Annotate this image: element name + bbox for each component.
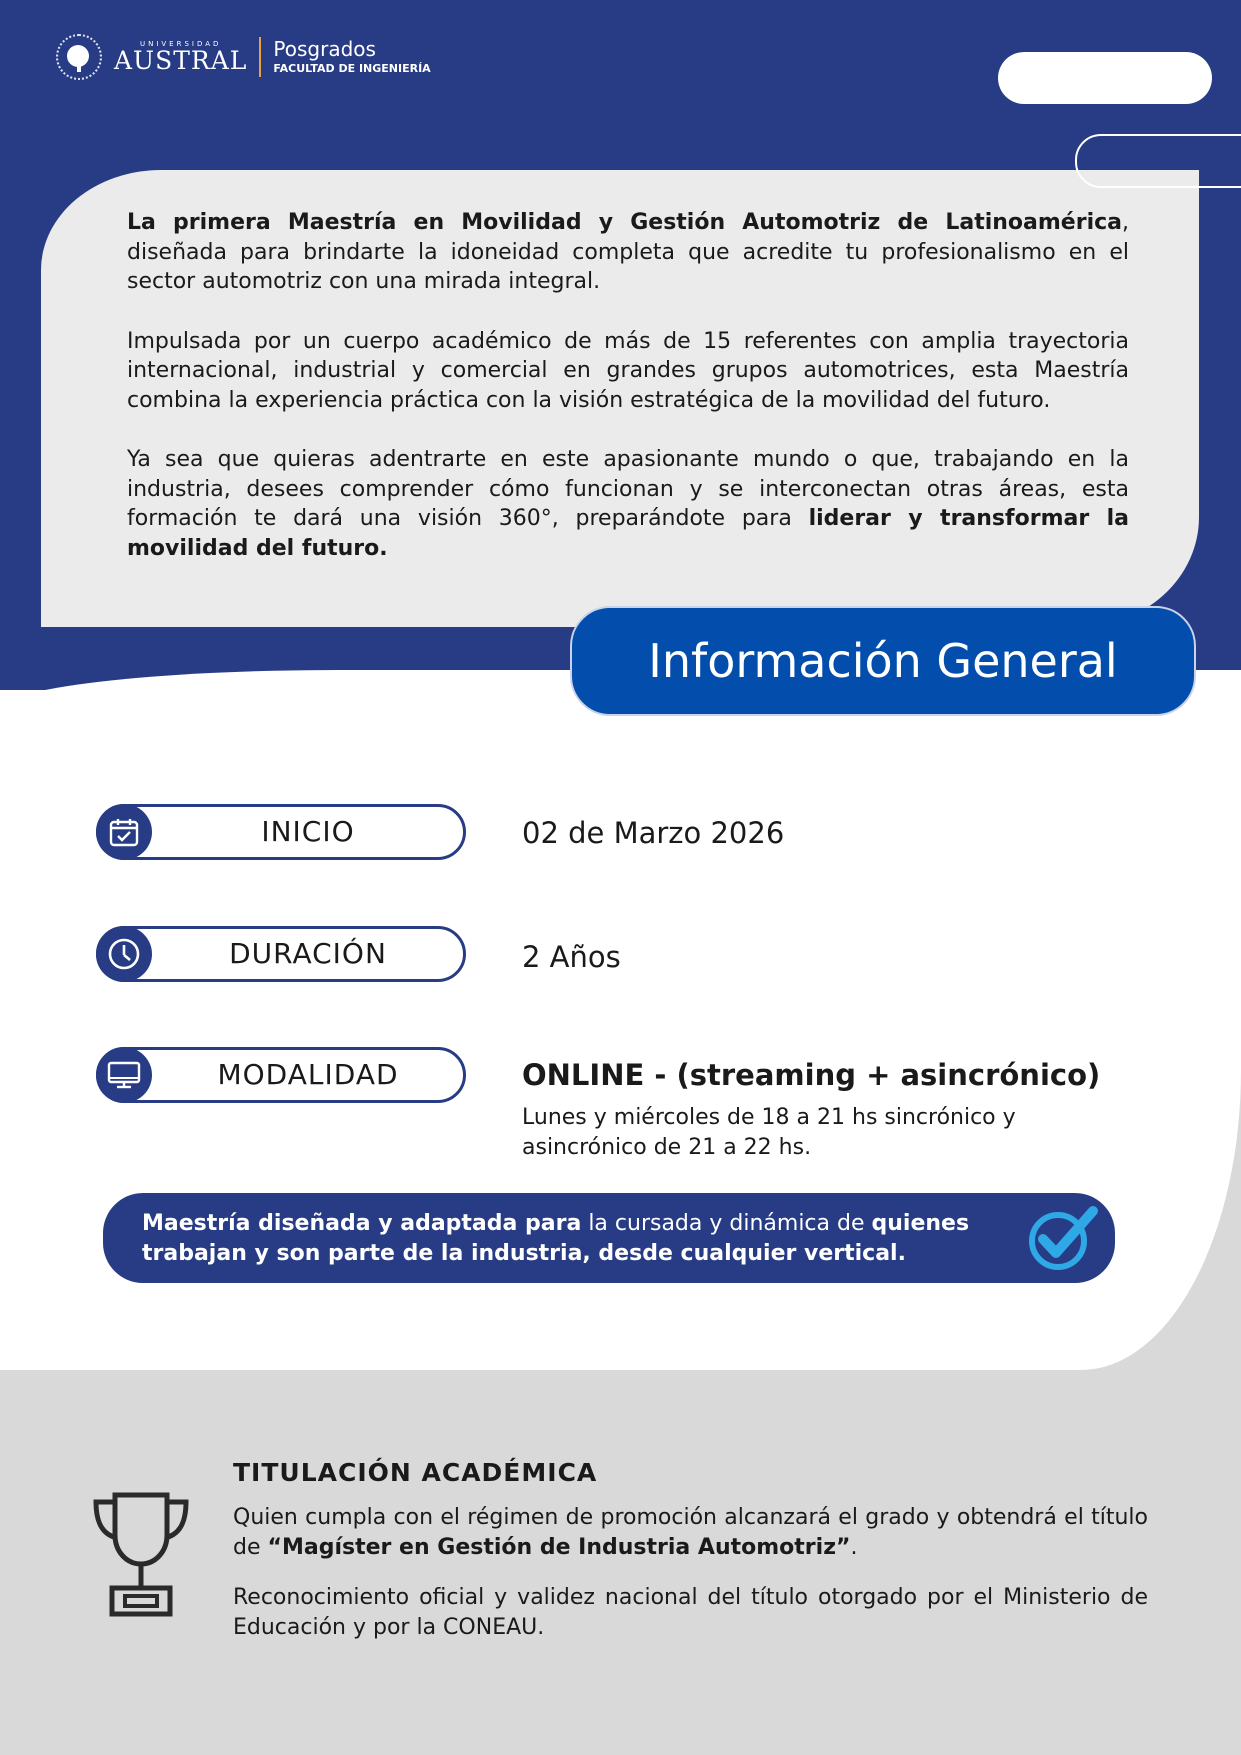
intro-text	[127, 208, 1129, 593]
intro-p1-bold: La primera Maestría en Movilidad y Gestión Automotriz de Latinoamérica	[127, 210, 1122, 235]
decorative-pill-outline	[1075, 134, 1241, 188]
modalidad-pill	[96, 1047, 466, 1103]
titulacion-degree-name: “Magíster en Gestión de Industria Automotriz”	[267, 1535, 851, 1560]
banner-text	[142, 1209, 1012, 1269]
clock-icon	[96, 926, 152, 982]
checkmark-icon	[1025, 1203, 1101, 1277]
titulacion-paragraph-1	[233, 1503, 1148, 1563]
monitor-icon	[96, 1047, 152, 1103]
logo-posgrados: Posgrados	[273, 37, 376, 61]
decorative-pill	[998, 52, 1212, 104]
modalidad-label: MODALIDAD	[217, 1058, 399, 1091]
intro-paragraph-1	[127, 208, 1129, 297]
logo-divider	[259, 37, 261, 77]
logo-facultad: FACULTAD DE INGENIERÍA	[273, 62, 431, 75]
intro-p3-start: Ya sea que quieras adentrarte en este apasionante mundo o que, trabajando en la industria, desees comprender cómo funcionan y se interconectan otras áreas, esta formación te dará una visión 360°, preparándote para	[127, 447, 1129, 531]
university-seal-icon	[56, 34, 102, 80]
logo-austral: AUSTRAL	[114, 46, 248, 75]
duracion-value: 2 Años	[522, 940, 621, 974]
austral-logo	[56, 34, 431, 80]
banner-bold-1: Maestría diseñada y adaptada para	[142, 1211, 582, 1236]
industry-banner	[103, 1193, 1115, 1283]
inicio-value: 02 de Marzo 2026	[522, 816, 785, 850]
inicio-pill	[96, 804, 466, 860]
intro-paragraph-3	[127, 445, 1129, 563]
duracion-pill	[96, 926, 466, 982]
info-general-header: Información General	[570, 606, 1196, 716]
banner-normal: la cursada y dinámica de	[581, 1211, 872, 1236]
intro-paragraph-2: Impulsada por un cuerpo académico de más de 15 referentes con amplia trayectoria internacional, industrial y comercial en grandes grupos automotrices, esta Maestría combina la experiencia práctica con la visión estratégica de la movilidad del futuro.	[127, 328, 1129, 413]
modalidad-detail: Lunes y miércoles de 18 a 21 hs sincrónico y asincrónico de 21 a 22 hs.	[522, 1105, 1016, 1160]
titulacion-p1-start: Quien cumpla con el régimen de promoción alcanzará el grado y obtendrá el título de	[233, 1505, 1148, 1560]
modalidad-value: ONLINE - (streaming + asincrónico)	[522, 1058, 1101, 1092]
duracion-label: DURACIÓN	[229, 937, 387, 970]
titulacion-paragraph-2: Reconocimiento oficial y validez nacional del título otorgado por el Ministerio de Educación y por la CONEAU.	[233, 1585, 1148, 1640]
titulacion-title: TITULACIÓN ACADÉMICA	[233, 1458, 598, 1487]
titulacion-p1-end: .	[850, 1535, 858, 1560]
logo-universidad: UNIVERSIDAD	[139, 40, 222, 48]
intro-p3-bold: liderar y transformar la movilidad del futuro.	[127, 506, 1129, 561]
calendar-icon	[96, 804, 152, 860]
intro-p1-rest: , diseñada para brindarte la idoneidad completa que acredite tu profesionalismo en el sector automotriz con una mirada integral.	[127, 210, 1129, 294]
trophy-icon	[90, 1490, 192, 1624]
banner-bold-2: quienes trabajan y son parte de la industria, desde cualquier vertical.	[142, 1211, 970, 1266]
inicio-label: INICIO	[261, 815, 355, 848]
